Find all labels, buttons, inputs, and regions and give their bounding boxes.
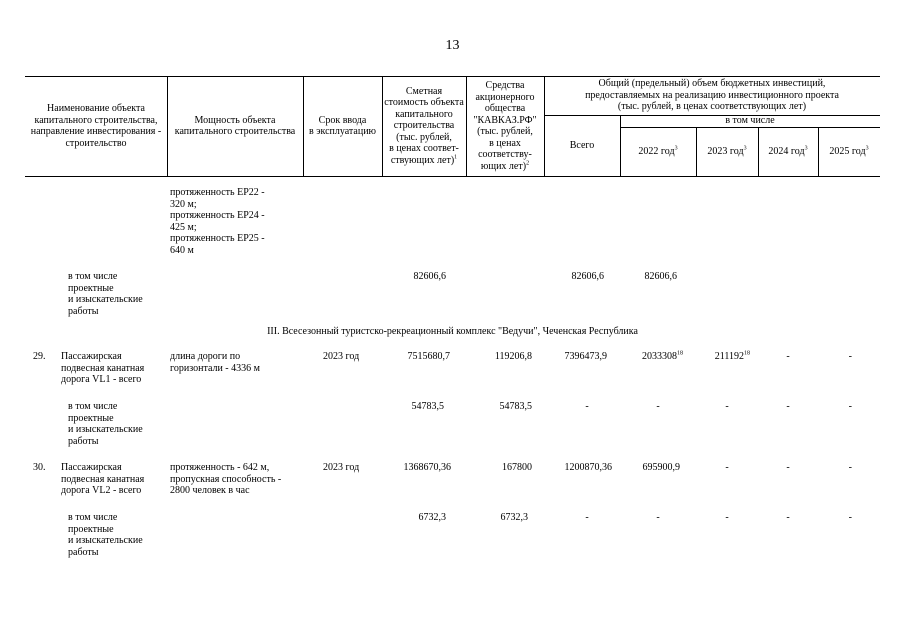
row-sub-y2022: - [656,512,660,523]
row-sub-y2024: - [786,512,790,523]
row-y2023: - [725,462,729,473]
header-term: Срок ввода в эксплуатацию [308,114,377,137]
row-sub-label: в том числе проектные и изыскательские работы [68,401,143,447]
row-sub-y2023: - [725,512,729,523]
row-sub-y2022: - [656,401,660,412]
row-sub-y2025: - [848,401,852,412]
section-title: III. Всесезонный туристско-рекреационный комплекс "Ведучи", Чеченская Республика [267,326,638,337]
row-sub-y2023: - [725,401,729,412]
header-year-2025: 2025 год$^3$ [829,145,869,157]
row-sub-y2025: - [848,512,852,523]
header-capacity: Мощность объекта капитального строительства [174,114,296,137]
row-name: Пассажирская подвесная канатная дорога VL1 - всего [61,351,145,385]
row-sub-funds: 54783,5 [499,401,532,412]
row-sub-total: - [585,512,589,523]
row-sub-total: - [585,401,589,412]
row-sub-cost: 6732,3 [418,512,446,523]
header-cost: Сметная стоимость объекта капитального строительства (тыс. рублей, в ценах соответ- ствующих лет)$^1$ [384,85,464,166]
row-cost: 7515680,7 [407,351,450,362]
row-total: 1200870,36 [564,462,612,473]
header-year-2022: 2022 год$^3$ [638,145,678,157]
page-number: 13 [445,38,460,53]
header-total: Всего [569,139,595,151]
row-term: 2023 год [323,351,360,362]
row-total: 7396473,9 [564,351,607,362]
continuation-sub-label: в том числе проектные и изыскательские работы [68,271,143,317]
row-y2024: - [786,351,790,362]
row-name: Пассажирская подвесная канатная дорога VL2 - всего [61,462,145,496]
header-including: в том числе [725,115,775,127]
row-capacity: протяженность - 642 м, пропускная способность - 2800 человек в час [170,462,282,496]
row-y2025: - [848,351,852,362]
row-y2024: - [786,462,790,473]
row-funds: 119206,8 [494,351,532,362]
row-cost: 1368670,36 [403,462,451,473]
header-name: Наименование объекта капитального строительства, направление инвестирования - строительство [30,103,162,149]
header-year-2024: 2024 год$^3$ [768,145,808,157]
row-y2022: 695900,9 [642,462,680,473]
continuation-total: 82606,6 [571,271,604,282]
continuation-capacity: протяженность ЕР22 - 320 м; протяженность ЕР24 - 425 м; протяженность ЕР25 - 640 м [170,187,265,256]
row-sub-label: в том числе проектные и изыскательские работы [68,512,143,558]
row-funds: 167800 [502,462,532,473]
row-sub-cost: 54783,5 [411,401,444,412]
continuation-y2022: 82606,6 [644,271,677,282]
row-capacity: длина дороги по горизонтали - 4336 м [170,351,260,374]
row-y2022: 2033308$^{18}$ [642,350,683,362]
row-term: 2023 год [323,462,360,473]
continuation-cost: 82606,6 [413,271,446,282]
row-sub-y2024: - [786,401,790,412]
header-budget: Общий (предельный) объем бюджетных инвестиций, предоставляемых на реализацию инвестиционного проекта (тыс. рублей, в ценах соответствующих лет) [585,78,839,113]
header-year-2023: 2023 год$^3$ [707,145,747,157]
row-number: 29. [33,351,46,362]
header-funds: Средства акционерного общества "КАВКАЗ.РФ" (тыс. рублей, в ценах соответству- ющих лет)$^2$ [473,80,537,172]
row-sub-funds: 6732,3 [500,512,528,523]
row-number: 30. [33,462,46,473]
row-y2025: - [848,462,852,473]
row-y2023: 211192$^{18}$ [714,350,750,362]
